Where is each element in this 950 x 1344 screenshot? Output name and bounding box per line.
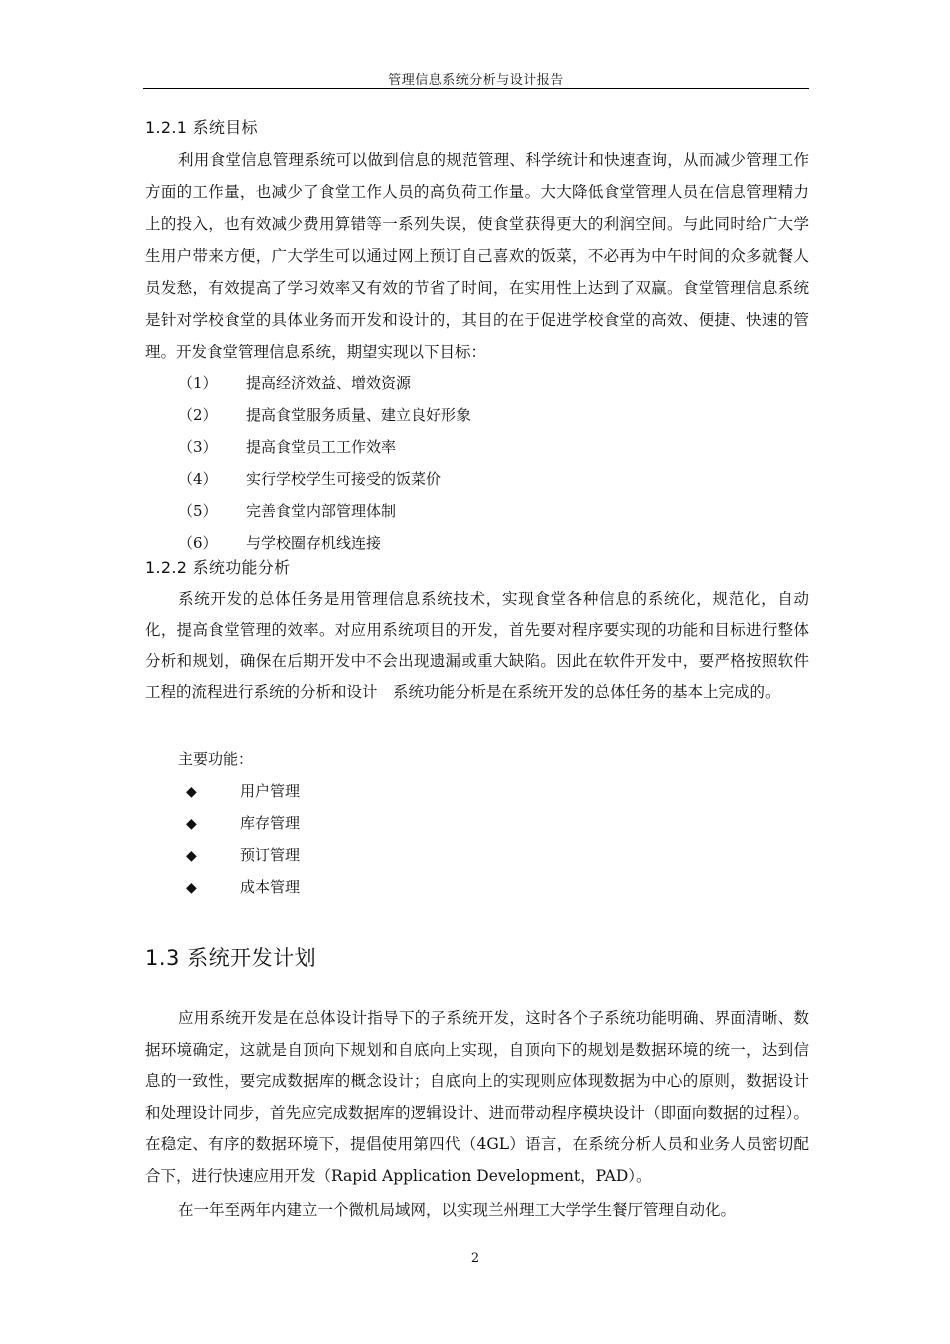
diamond-bullet-icon: ◆ <box>186 816 197 832</box>
diamond-bullet-icon: ◆ <box>186 880 197 896</box>
section-heading-1-2-1: 1.2.1 系统目标 <box>145 118 258 137</box>
goal-number: （5） <box>178 502 218 520</box>
diamond-bullet-icon: ◆ <box>186 784 197 800</box>
function-text: 预订管理 <box>240 846 301 864</box>
page-number: 2 <box>470 1251 480 1266</box>
diamond-bullet-icon: ◆ <box>186 848 197 864</box>
section-heading-1-3: 1.3 系统开发计划 <box>145 946 317 970</box>
goal-number: （2） <box>178 406 218 424</box>
goal-number: （6） <box>178 534 218 552</box>
function-item <box>186 775 300 807</box>
goal-item <box>178 367 411 399</box>
goal-text: 实行学校学生可接受的饭菜价 <box>246 470 442 488</box>
goal-item <box>178 495 396 527</box>
running-header: 管理信息系统分析与设计报告 <box>388 73 564 88</box>
goal-text: 与学校圈存机线连接 <box>246 534 382 552</box>
functions-label: 主要功能： <box>178 750 254 768</box>
function-analysis-paragraph: 系统开发的总体任务是用管理信息系统技术，实现食堂各种信息的系统化，规范化，自动化，提高食堂管理的效率。对应用系统项目的开发，首先要对程序要实现的功能和目标进行整体分析和规划，确保在后期开发中不会出现遗漏或重大缺陷。因此在软件开发中，要严格按照软件工程的流程进行系统的分析和设计 系统功能分析是在系统开发的总体任务的基本上完成的。 <box>145 590 809 701</box>
goal-item <box>178 463 441 495</box>
goal-text: 提高经济效益、增效资源 <box>246 374 412 392</box>
function-text: 用户管理 <box>240 782 301 800</box>
function-item <box>186 807 300 839</box>
goal-text: 提高食堂服务质量、建立良好形象 <box>246 406 472 424</box>
development-plan-paragraph: 应用系统开发是在总体设计指导下的子系统开发，这时各个子系统功能明确、界面清晰、数据环境确定，这就是自顶向下规划和自底向上实现，自顶向下的规划是数据环境的统一，达到信息的一致性，要完成数据库的概念设计；自底向上的实现则应体现数据为中心的原则，数据设计和处理设计同步，首先应完成数据库的逻辑设计、进而带动程序模块设计（即面向数据的过程）。在稳定、有序的数据环境下，提倡使用第四代（4GL）语言，在系统分析人员和业务人员密切配合下，进行快速应用开发（Rapid Application Development，PAD）。 <box>145 1009 809 1185</box>
goal-number: （1） <box>178 374 218 392</box>
development-goal-paragraph: 在一年至两年内建立一个微机局域网，以实现兰州理工大学学生餐厅管理自动化。 <box>178 1201 737 1219</box>
section-heading-1-2-2: 1.2.2 系统功能分析 <box>145 558 291 577</box>
function-item <box>186 839 300 871</box>
goal-text: 提高食堂员工工作效率 <box>246 438 397 456</box>
goal-item <box>178 431 396 463</box>
function-text: 库存管理 <box>240 814 301 832</box>
goal-number: （4） <box>178 470 218 488</box>
goal-number: （3） <box>178 438 218 456</box>
header-rule <box>143 88 809 89</box>
goals-intro-paragraph: 利用食堂信息管理系统可以做到信息的规范管理、科学统计和快速查询，从而减少管理工作方面的工作量，也减少了食堂工作人员的高负荷工作量。大大降低食堂管理人员在信息管理精力上的投入，也有效减少费用算错等一系列失误，使食堂获得更大的利润空间。与此同时给广大学生用户带来方便，广大学生可以通过网上预订自己喜欢的饭菜，不必再为中午时间的众多就餐人员发愁，有效提高了学习效率又有效的节省了时间，在实用性上达到了双赢。食堂管理信息系统是针对学校食堂的具体业务而开发和设计的，其目的在于促进学校食堂的高效、便捷、快速的管理。开发食堂管理信息系统，期望实现以下目标： <box>145 151 809 361</box>
function-item <box>186 871 300 903</box>
function-text: 成本管理 <box>240 878 301 896</box>
goal-item <box>178 399 471 431</box>
goal-text: 完善食堂内部管理体制 <box>246 502 397 520</box>
